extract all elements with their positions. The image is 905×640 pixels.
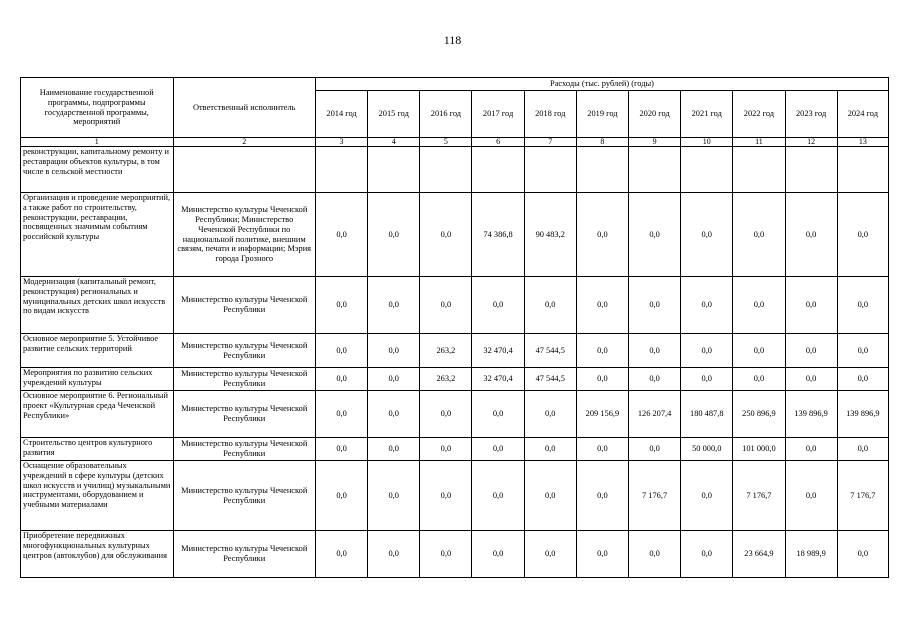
row-value: 0,0 — [524, 391, 576, 438]
year-header: 2017 год — [472, 91, 524, 138]
row-value: 0,0 — [681, 368, 733, 391]
row-executor: Министерство культуры Чеченской Республики — [173, 368, 315, 391]
header-name: Наименование государственной программы, подпрограммы государственной программы, мероприятий — [21, 78, 174, 138]
column-number: 3 — [315, 138, 367, 147]
row-value: 0,0 — [472, 531, 524, 578]
row-value: 0,0 — [368, 531, 420, 578]
row-value: 0,0 — [368, 368, 420, 391]
row-value: 0,0 — [472, 461, 524, 531]
row-value: 7 176,7 — [629, 461, 681, 531]
row-value: 32 470,4 — [472, 334, 524, 368]
table-row — [21, 368, 889, 391]
row-value: 139 896,9 — [837, 391, 888, 438]
row-name: Основное мероприятие 6. Региональный проект «Культурная среда Чеченской Республики» — [21, 391, 174, 438]
row-value — [368, 147, 420, 193]
table-row — [21, 193, 889, 277]
row-value: 90 483,2 — [524, 193, 576, 277]
row-value — [420, 147, 472, 193]
row-value: 0,0 — [315, 531, 367, 578]
row-value: 0,0 — [785, 334, 837, 368]
row-value: 0,0 — [472, 438, 524, 461]
row-name: Модернизация (капитальный ремонт, реконструкция) региональных и муниципальных детских школ искусств по видам искусств — [21, 277, 174, 334]
row-value: 32 470,4 — [472, 368, 524, 391]
row-name: Организация и проведение мероприятий, а также работ по строительству, реконструкции, реставрации, посвященных значимым событиям российской культуры — [21, 193, 174, 277]
row-value: 0,0 — [576, 461, 628, 531]
column-number: 5 — [420, 138, 472, 147]
row-value: 0,0 — [681, 531, 733, 578]
table-row — [21, 531, 889, 578]
table-row — [21, 334, 889, 368]
year-header: 2018 год — [524, 91, 576, 138]
row-value: 0,0 — [472, 277, 524, 334]
row-value: 0,0 — [315, 461, 367, 531]
row-value — [576, 147, 628, 193]
row-value: 0,0 — [368, 193, 420, 277]
row-name: Приобретение передвижных многофункциональных культурных центров (автоклубов) для обслуживания — [21, 531, 174, 578]
table-row — [21, 461, 889, 531]
row-executor — [173, 147, 315, 193]
column-numbers-row — [21, 138, 889, 147]
row-value: 0,0 — [576, 531, 628, 578]
year-header: 2020 год — [629, 91, 681, 138]
row-value: 0,0 — [420, 438, 472, 461]
row-value: 0,0 — [576, 438, 628, 461]
year-header: 2022 год — [733, 91, 785, 138]
row-executor: Министерство культуры Чеченской Республики — [173, 461, 315, 531]
row-name: Основное мероприятие 5. Устойчивое развитие сельских территорий — [21, 334, 174, 368]
row-value: 263,2 — [420, 334, 472, 368]
row-value: 0,0 — [629, 438, 681, 461]
row-value: 126 207,4 — [629, 391, 681, 438]
row-value: 0,0 — [420, 277, 472, 334]
row-value: 0,0 — [420, 391, 472, 438]
table-row — [21, 147, 889, 193]
row-value: 0,0 — [315, 334, 367, 368]
expenses-table — [20, 77, 889, 578]
row-value: 0,0 — [524, 277, 576, 334]
row-value: 250 896,9 — [733, 391, 785, 438]
row-executor: Министерство культуры Чеченской Республики — [173, 391, 315, 438]
row-value — [837, 147, 888, 193]
row-value: 23 664,9 — [733, 531, 785, 578]
row-value — [629, 147, 681, 193]
row-value: 0,0 — [785, 461, 837, 531]
row-value: 0,0 — [368, 438, 420, 461]
table-body — [21, 147, 889, 578]
row-value — [315, 147, 367, 193]
row-executor: Министерство культуры Чеченской Республики — [173, 277, 315, 334]
row-value: 0,0 — [733, 277, 785, 334]
column-number: 12 — [785, 138, 837, 147]
row-value: 0,0 — [837, 193, 888, 277]
year-header: 2024 год — [837, 91, 888, 138]
row-value: 0,0 — [629, 277, 681, 334]
row-value: 0,0 — [420, 193, 472, 277]
year-header: 2015 год — [368, 91, 420, 138]
column-number: 6 — [472, 138, 524, 147]
row-value — [524, 147, 576, 193]
year-header: 2023 год — [785, 91, 837, 138]
row-value: 0,0 — [576, 334, 628, 368]
row-value: 0,0 — [629, 334, 681, 368]
row-value: 0,0 — [681, 277, 733, 334]
row-executor: Министерство культуры Чеченской Республики — [173, 334, 315, 368]
column-number: 10 — [681, 138, 733, 147]
row-value: 7 176,7 — [733, 461, 785, 531]
row-value: 101 000,0 — [733, 438, 785, 461]
row-value: 0,0 — [368, 461, 420, 531]
column-number: 4 — [368, 138, 420, 147]
row-value: 0,0 — [681, 193, 733, 277]
year-header: 2014 год — [315, 91, 367, 138]
row-value: 209 156,9 — [576, 391, 628, 438]
row-name: реконструкции, капитальному ремонту и реставрации объектов культуры, в том числе в сельской местности — [21, 147, 174, 193]
row-value: 18 989,9 — [785, 531, 837, 578]
row-value: 0,0 — [420, 531, 472, 578]
row-value: 0,0 — [420, 461, 472, 531]
row-value: 0,0 — [576, 193, 628, 277]
row-value: 0,0 — [837, 277, 888, 334]
row-value: 7 176,7 — [837, 461, 888, 531]
row-value: 180 487,8 — [681, 391, 733, 438]
column-number: 11 — [733, 138, 785, 147]
row-value: 47 544,5 — [524, 368, 576, 391]
row-value: 0,0 — [785, 368, 837, 391]
row-value: 263,2 — [420, 368, 472, 391]
row-value: 0,0 — [785, 193, 837, 277]
row-value: 0,0 — [629, 531, 681, 578]
column-number: 2 — [173, 138, 315, 147]
row-value: 0,0 — [315, 438, 367, 461]
row-value: 47 544,5 — [524, 334, 576, 368]
row-value: 0,0 — [315, 368, 367, 391]
row-value — [785, 147, 837, 193]
row-value: 0,0 — [368, 391, 420, 438]
row-value: 0,0 — [837, 334, 888, 368]
row-value: 0,0 — [733, 368, 785, 391]
row-value: 0,0 — [629, 368, 681, 391]
header-executor: Ответственный исполнитель — [173, 78, 315, 138]
row-value: 0,0 — [524, 461, 576, 531]
year-header: 2016 год — [420, 91, 472, 138]
row-value: 0,0 — [576, 277, 628, 334]
row-value: 0,0 — [629, 193, 681, 277]
row-value: 0,0 — [733, 334, 785, 368]
row-value: 0,0 — [681, 334, 733, 368]
row-value: 0,0 — [315, 277, 367, 334]
row-value: 0,0 — [837, 531, 888, 578]
header-expenses: Расходы (тыс. рублей) (годы) — [315, 78, 888, 91]
row-value: 0,0 — [837, 438, 888, 461]
row-name: Строительство центров культурного развития — [21, 438, 174, 461]
column-number: 1 — [21, 138, 174, 147]
page-number: 118 — [443, 33, 462, 47]
row-value: 0,0 — [524, 438, 576, 461]
year-header: 2021 год — [681, 91, 733, 138]
row-executor: Министерство культуры Чеченской Республики — [173, 531, 315, 578]
row-executor: Министерство культуры Чеченской Республики — [173, 438, 315, 461]
row-value — [681, 147, 733, 193]
row-value: 0,0 — [785, 277, 837, 334]
row-value: 0,0 — [368, 277, 420, 334]
year-header: 2019 год — [576, 91, 628, 138]
column-number: 9 — [629, 138, 681, 147]
row-value: 0,0 — [837, 368, 888, 391]
row-value: 0,0 — [733, 193, 785, 277]
row-value: 50 000,0 — [681, 438, 733, 461]
row-executor: Министерство культуры Чеченской Республики; Министерство Чеченской Республики по национальной политике, внешним связям, печати и информации; Мэрия города Грозного — [173, 193, 315, 277]
row-value: 0,0 — [472, 391, 524, 438]
row-name: Мероприятия по развитию сельских учреждений культуры — [21, 368, 174, 391]
row-name: Оснащение образовательных учреждений в сфере культуры (детских школ искусств и училищ) музыкальными инструментами, оборудованием и учебными материалами — [21, 461, 174, 531]
table-row — [21, 438, 889, 461]
column-number: 7 — [524, 138, 576, 147]
row-value: 0,0 — [524, 531, 576, 578]
table-row — [21, 277, 889, 334]
row-value: 0,0 — [315, 193, 367, 277]
table-row — [21, 391, 889, 438]
row-value: 0,0 — [681, 461, 733, 531]
row-value: 0,0 — [315, 391, 367, 438]
column-number: 13 — [837, 138, 888, 147]
row-value: 0,0 — [785, 438, 837, 461]
row-value: 0,0 — [368, 334, 420, 368]
row-value — [733, 147, 785, 193]
row-value: 139 896,9 — [785, 391, 837, 438]
row-value — [472, 147, 524, 193]
row-value: 0,0 — [576, 368, 628, 391]
row-value: 74 386,8 — [472, 193, 524, 277]
column-number: 8 — [576, 138, 628, 147]
